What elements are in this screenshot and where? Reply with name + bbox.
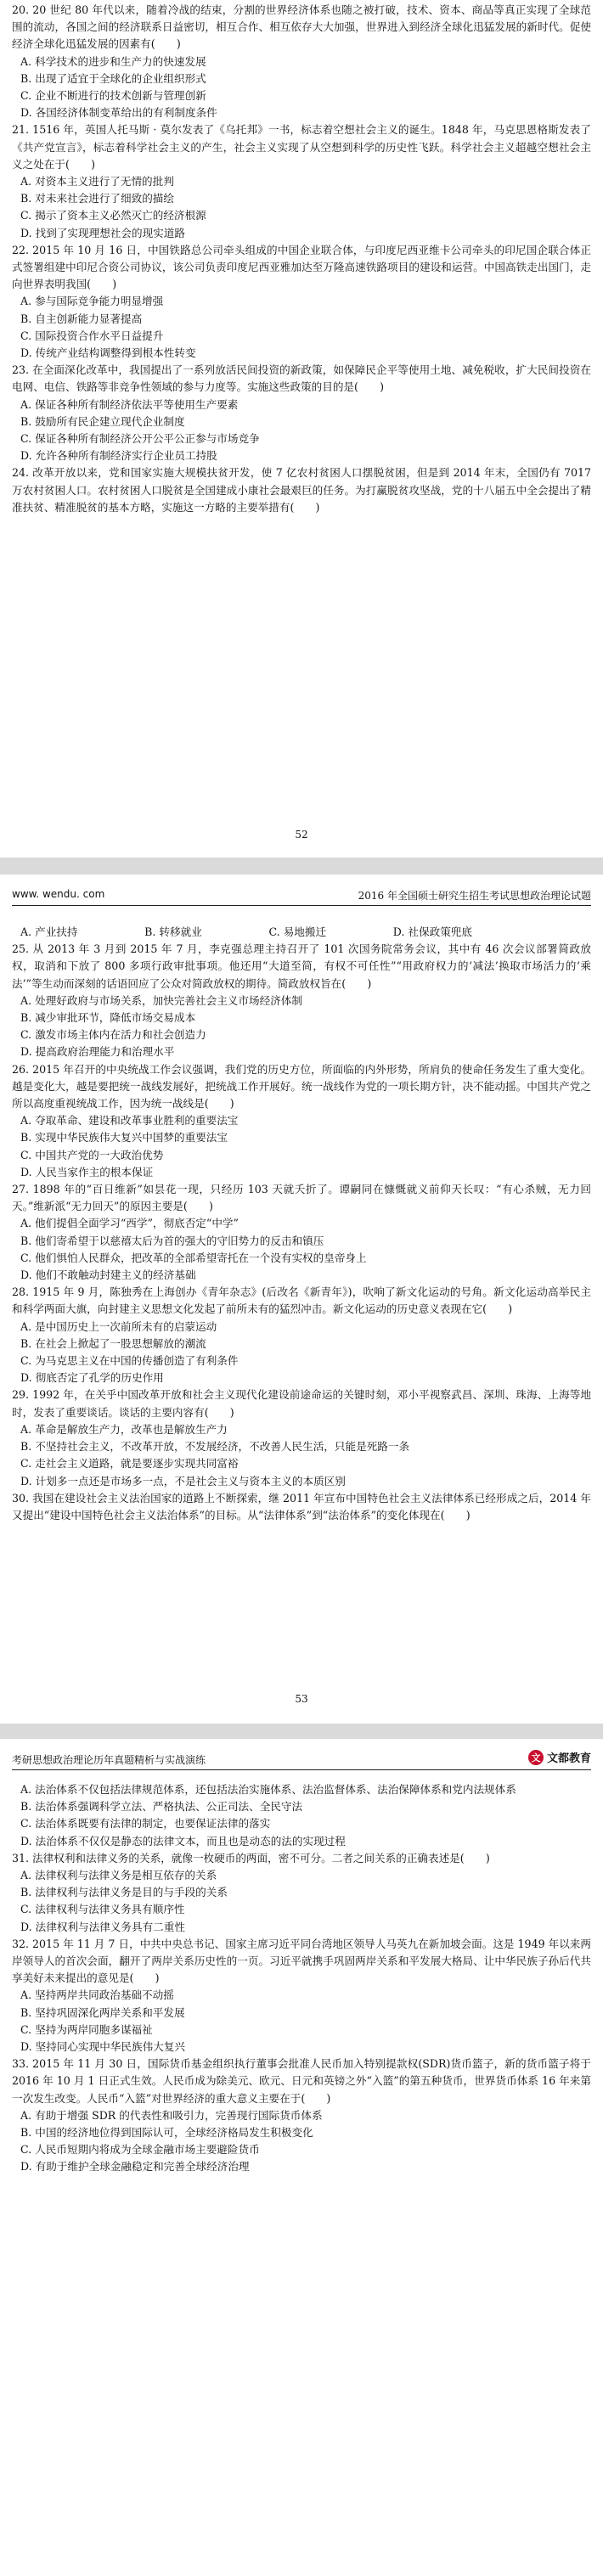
question-21-option-c: C. 揭示了资本主义必然灭亡的经济根源 bbox=[20, 209, 206, 222]
question-30-option-c: C. 法治体系既要有法律的制定，也要保证法律的落实 bbox=[20, 1817, 271, 1831]
question-29-stem: 29. 1992 年，在关乎中国改革开放和社会主义现代化建设前途命运的关键时刻，邓小平视察武昌、深圳、珠海、上海等地时，发表了重要谈话。谈话的主要内容有( ) bbox=[12, 1388, 591, 1419]
question-29-option-a: A. 革命是解放生产力，改革也是解放生产力 bbox=[20, 1422, 228, 1436]
question-21-option-d: D. 找到了实现理想社会的现实道路 bbox=[20, 226, 185, 239]
question-24-options bbox=[12, 924, 591, 941]
page-header bbox=[12, 1749, 591, 1770]
question-33-stem: 33. 2015 年 11 月 30 日，国际货币基金组织执行董事会批准人民币加入特别提款权(SDR)货币篮子，新的货币篮子将于 2016 年 10 月 1 日正式生效。人民币成为除美元、欧元、日元和英镑之外“入篮”的第五种货币，世界货币体系 16 年来第一次发生改变。人民币“入篮”对世界经济的重大意义主要在于( ) bbox=[12, 2057, 591, 2105]
question-24-option-b: B. 转移就业 bbox=[144, 925, 202, 938]
question-23-option-b: B. 鼓励所有民企建立现代企业制度 bbox=[20, 414, 185, 428]
question-33-option-d: D. 有助于维护全球金融稳定和完善全球经济治理 bbox=[20, 2160, 250, 2174]
question-32-option-a: A. 坚持两岸共同政治基础不动摇 bbox=[20, 1988, 174, 2002]
page-number: 53 bbox=[295, 1693, 308, 1705]
page-52 bbox=[0, 0, 603, 858]
question-21-stem: 21. 1516 年，英国人托马斯 · 莫尔发表了《乌托邦》一书，标志着空想社会主义的诞生。1848 年，马克思恩格斯发表了《共产党宣言》，标志着科学社会主义的产生，社会主义实现了从空想到科学的历史性飞跃。科学社会主义超越空想社会主义之处在于( ) bbox=[12, 123, 591, 171]
question-25-option-d: D. 提高政府治理能力和治理水平 bbox=[20, 1045, 175, 1059]
question-33-option-c: C. 人民币短期内将成为全球金融市场主要避险货币 bbox=[20, 2143, 260, 2157]
question-31-option-d: D. 法律权利与法律义务具有二重性 bbox=[20, 1920, 185, 1933]
question-24-option-d: D. 社保政策兜底 bbox=[392, 925, 472, 938]
page-54-content bbox=[12, 1781, 591, 2176]
question-25-option-b: B. 减少审批环节，降低市场交易成本 bbox=[20, 1011, 196, 1025]
question-25-option-a: A. 处理好政府与市场关系，加快完善社会主义市场经济体制 bbox=[20, 993, 302, 1007]
question-29-option-c: C. 走社会主义道路，就是要逐步实现共同富裕 bbox=[20, 1457, 239, 1471]
question-20-option-c: C. 企业不断进行的技术创新与管理创新 bbox=[20, 89, 206, 103]
question-32-option-c: C. 坚持为两岸同胞多谋福祉 bbox=[20, 2022, 153, 2036]
question-27-option-d: D. 他们不敢触动封建主义的经济基础 bbox=[20, 1268, 196, 1282]
question-26-option-a: A. 夺取革命、建设和改革事业胜利的重要法宝 bbox=[20, 1114, 239, 1128]
question-25-stem: 25. 从 2013 年 3 月到 2015 年 7 月，李克强总理主持召开了 101 次国务院常务会议，其中有 46 次会议部署简政放权，取消和下放了 800 多项行政审批事项。他还用“大道至简，有权不可任性”“用政府权力的‘减法’换取市场活力的‘乘法’”等生动而深刻的话语回应了公众对简政放权的期待。简政放权旨在( ) bbox=[12, 942, 591, 990]
question-28-option-a: A. 是中国历史上一次前所未有的启蒙运动 bbox=[20, 1319, 217, 1333]
question-23-option-c: C. 保证各种所有制经济公开公平公正参与市场竞争 bbox=[20, 432, 260, 446]
page-header bbox=[12, 885, 591, 906]
question-20-option-a: A. 科学技术的进步和生产力的快速发展 bbox=[20, 54, 206, 68]
question-31-option-a: A. 法律权利与法律义务是相互依存的关系 bbox=[20, 1869, 217, 1882]
question-25-option-c: C. 激发市场主体内在活力和社会创造力 bbox=[20, 1028, 206, 1042]
question-28-option-c: C. 为马克思主义在中国的传播创造了有利条件 bbox=[20, 1354, 239, 1368]
question-30-option-b: B. 法治体系强调科学立法、严格执法、公正司法、全民守法 bbox=[20, 1800, 303, 1814]
question-22-option-b: B. 自主创新能力显著提高 bbox=[20, 312, 143, 325]
page-53 bbox=[0, 875, 603, 1724]
page-number: 52 bbox=[295, 829, 308, 841]
header-exam-title: 2016 年全国硕士研究生招生考试思想政治理论试题 bbox=[358, 890, 591, 902]
question-21-option-b: B. 对未来社会进行了细致的描绘 bbox=[20, 192, 174, 205]
question-24-stem: 24. 改革开放以来，党和国家实施大规模扶贫开发，使 7 亿农村贫困人口摆脱贫困，但是到 2014 年末，全国仍有 7017 万农村贫困人口。农村贫困人口脱贫是全国建成小康社会最艰巨的任务。为打赢脱贫攻坚战，党的十八届五中全会提出了精准扶贫、精准脱贫的基本方略，实施这一方略的主要举措有( ) bbox=[12, 466, 591, 514]
question-23-option-a: A. 保证各种所有制经济依法平等使用生产要素 bbox=[20, 397, 239, 411]
question-33-option-a: A. 有助于增强 SDR 的代表性和吸引力，完善现行国际货币体系 bbox=[20, 2108, 323, 2122]
question-26-option-d: D. 人民当家作主的根本保证 bbox=[20, 1165, 154, 1178]
question-28-option-b: B. 在社会上掀起了一股思想解放的潮流 bbox=[20, 1336, 206, 1350]
question-31-option-b: B. 法律权利与法律义务是目的与手段的关系 bbox=[20, 1886, 228, 1899]
question-27-option-c: C. 他们惧怕人民群众，把改革的全部希望寄托在一个没有实权的皇帝身上 bbox=[20, 1251, 367, 1264]
question-27-option-b: B. 他们寄希望于以慈禧太后为首的强大的守旧势力的反击和镇压 bbox=[20, 1234, 324, 1247]
question-22-option-d: D. 传统产业结构调整得到根本性转变 bbox=[20, 346, 196, 360]
question-23-option-d: D. 允许各种所有制经济实行企业员工持股 bbox=[20, 449, 217, 463]
question-31-stem: 31. 法律权利和法律义务的关系，就像一枚硬币的两面，密不可分。二者之间关系的正确表述是( ) bbox=[12, 1851, 490, 1865]
question-22-stem: 22. 2015 年 10 月 16 日，中国铁路总公司牵头组成的中国企业联合体，与印度尼西亚维卡公司牵头的印尼国企联合体正式签署组建中印尼合资公司协议，该公司负责印度尼西亚雅加达至万隆高速铁路项目的建设和运营。中国高铁走出国门，走向世界表明我国( ) bbox=[12, 243, 591, 291]
question-24-option-c: C. 易地搬迁 bbox=[268, 925, 327, 938]
question-33-option-b: B. 中国的经济地位得到国际认可，全球经济格局发生积极变化 bbox=[20, 2126, 313, 2140]
question-26-option-b: B. 实现中华民族伟大复兴中国梦的重要法宝 bbox=[20, 1131, 228, 1145]
wendu-logo-text: 文都教育 bbox=[546, 1752, 591, 1765]
question-20-stem: 20. 20 世纪 80 年代以来，随着冷战的结束，分割的世界经济体系也随之被打破，技术、资本、商品等真正实现了全球范围的流动，各国之间的经济联系日益密切，相互合作、相互依存大大加强，世界进入到经济全球化迅猛发展的新时代。促使经济全球化迅猛发展的因素有( ) bbox=[12, 3, 591, 51]
question-21-option-a: A. 对资本主义进行了无情的批判 bbox=[20, 175, 174, 188]
question-29-option-d: D. 计划多一点还是市场多一点，不是社会主义与资本主义的本质区别 bbox=[20, 1474, 346, 1488]
question-22-option-a: A. 参与国际竞争能力明显增强 bbox=[20, 295, 164, 308]
question-26-stem: 26. 2015 年召开的中央统战工作会议强调，我们党的历史方位，所面临的内外形势，所肩负的使命任务发生了重大变化。越是变化大，越是要把统一战线发展好，把统战工作开展好。统一战线作为党的一项长期方针，决不能动摇。中国共产党之所以高度重视统战工作，因为统一战线是( ) bbox=[12, 1062, 591, 1111]
question-32-option-b: B. 坚持巩固深化两岸关系和平发展 bbox=[20, 2005, 185, 2019]
question-32-option-d: D. 坚持同心实现中华民族伟大复兴 bbox=[20, 2040, 185, 2054]
question-29-option-b: B. 不坚持社会主义，不改革开放，不发展经济，不改善人民生活，只能是死路一条 bbox=[20, 1440, 410, 1454]
question-30-option-d: D. 法治体系不仅仅是静态的法律文本，而且也是动态的法的实现过程 bbox=[20, 1834, 346, 1848]
question-27-stem: 27. 1898 年的“百日维新”如昙花一现，只经历 103 天就夭折了。谭嗣同在慷慨就义前仰天长叹：“有心杀贼，无力回天。”维新派“无力回天”的原因主要是( ) bbox=[12, 1183, 591, 1213]
header-website: www. wendu. com bbox=[12, 888, 105, 900]
question-31-option-c: C. 法律权利与法律义务具有顺序性 bbox=[20, 1903, 185, 1916]
page-54 bbox=[0, 1739, 603, 2576]
question-28-stem: 28. 1915 年 9 月，陈独秀在上海创办《青年杂志》(后改名《新青年》)，吹响了新文化运动的号角。新文化运动高举民主和科学两面大旗，向封建主义思想文化发起了前所未有的猛烈冲击。新文化运动的历史意义表现在它( ) bbox=[12, 1285, 591, 1316]
question-22-option-c: C. 国际投资合作水平日益提升 bbox=[20, 329, 164, 342]
question-30-stem: 30. 我国在建设社会主义法治国家的道路上不断探索，继 2011 年宣布中国特色社会主义法律体系已经形成之后，2014 年又提出“建设中国特色社会主义法治体系”的目标。从“法律体系”到“法治体系”的变化体现在( ) bbox=[12, 1491, 591, 1521]
header-book-title: 考研思想政治理论历年真题精析与实战演练 bbox=[12, 1754, 206, 1766]
wendu-logo-icon: 文 bbox=[528, 1750, 544, 1765]
question-24-option-a: A. 产业扶持 bbox=[20, 925, 78, 938]
question-20-option-b: B. 出现了适宜于全球化的企业组织形式 bbox=[20, 71, 206, 85]
page-52-content bbox=[12, 2, 591, 516]
question-23-stem: 23. 在全面深化改革中，我国提出了一系列放活民间投资的新政策，如保障民企平等使用土地、减免税收，扩大民间投资在电网、电信、铁路等非竞争性领域的参与力度等。实施这些政策的目的是( ) bbox=[12, 363, 591, 394]
question-28-option-d: D. 彻底否定了孔学的历史作用 bbox=[20, 1371, 164, 1385]
question-30-option-a: A. 法治体系不仅包括法律规范体系，还包括法治实施体系、法治监督体系、法治保障体系和党内法规体系 bbox=[20, 1783, 516, 1796]
question-20-option-d: D. 各国经济体制变革给出的有利制度条件 bbox=[20, 106, 217, 120]
page-53-content bbox=[12, 924, 591, 1524]
question-27-option-a: A. 他们提倡全面学习“西学”，彻底否定“中学” bbox=[20, 1217, 239, 1230]
wendu-logo bbox=[528, 1749, 591, 1765]
question-26-option-c: C. 中国共产党的一大政治优势 bbox=[20, 1148, 164, 1161]
question-32-stem: 32. 2015 年 11 月 7 日，中共中央总书记、国家主席习近平同台湾地区领导人马英九在新加坡会面。这是 1949 年以来两岸领导人的首次会面，翻开了两岸关系历史性的一页。习近平就携手巩固两岸关系和平发展大格局、让中华民族子孙后代共享美好未来提出的意见是( ) bbox=[12, 1937, 591, 1985]
